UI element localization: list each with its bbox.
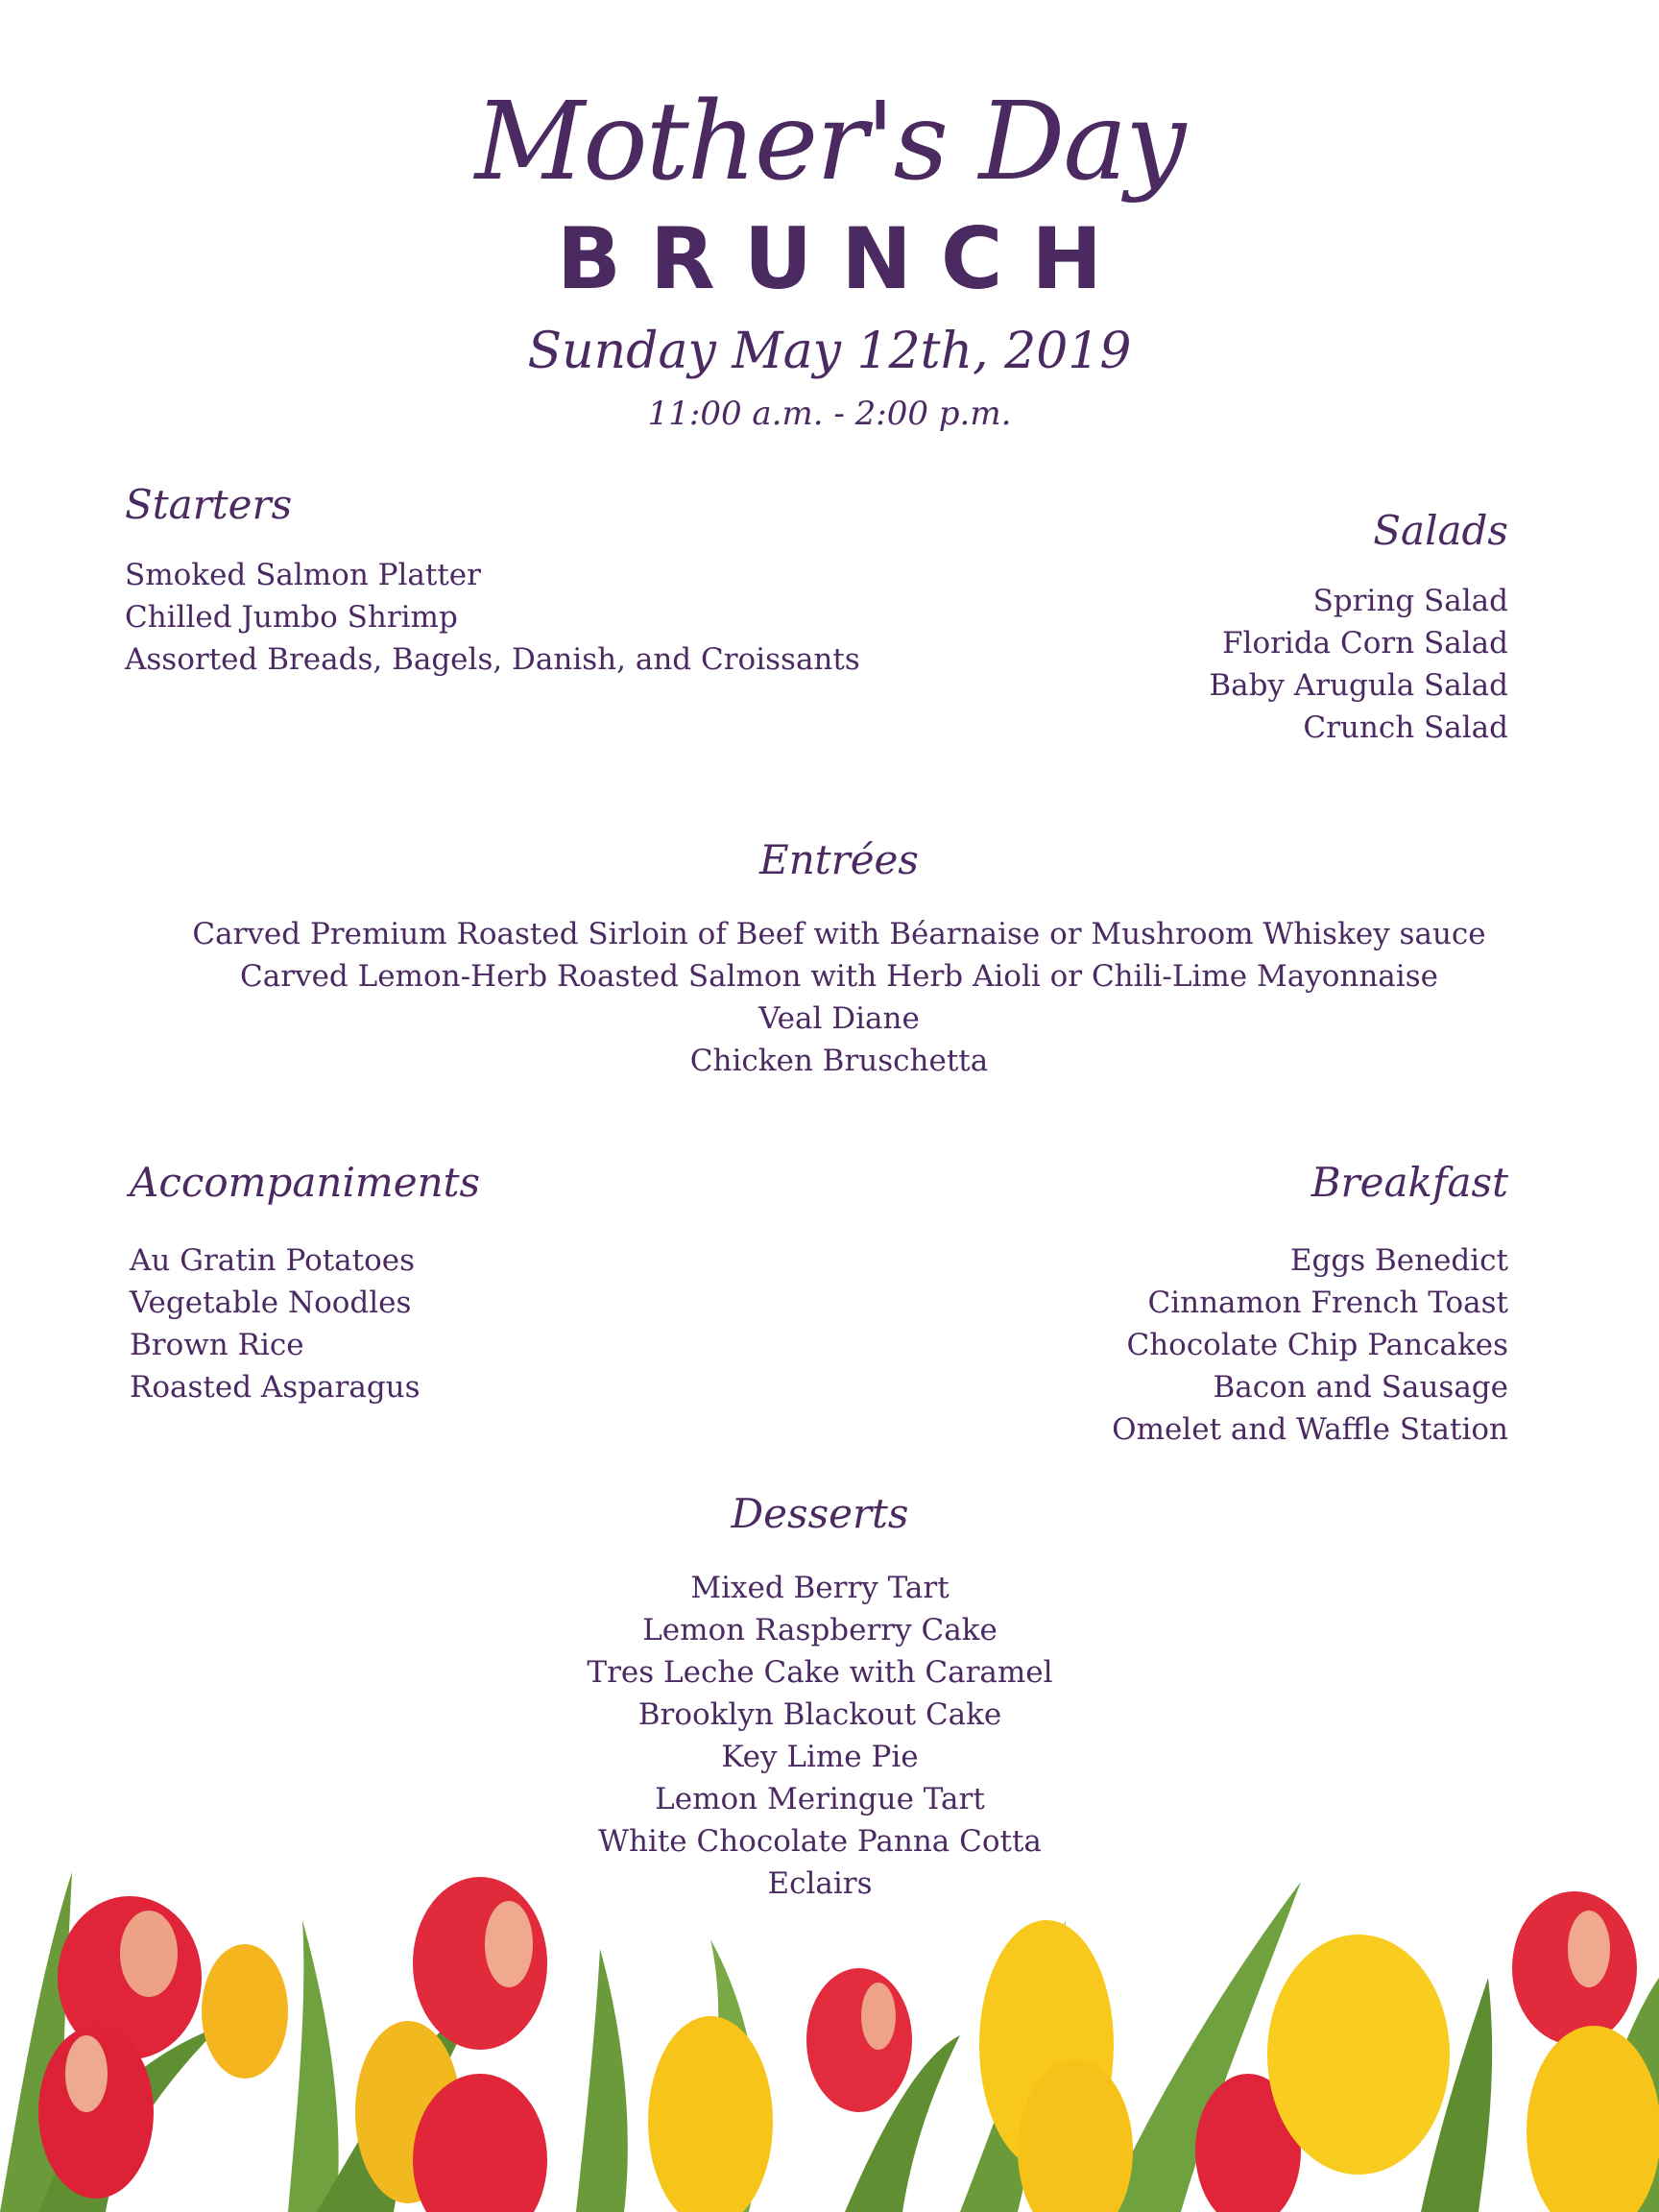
menu-item: Veal Diane: [758, 1001, 920, 1036]
section-breakfast: [1112, 1159, 1508, 1451]
menu-item: Mixed Berry Tart: [690, 1571, 950, 1605]
section-accompaniments: [130, 1159, 481, 1408]
menu-item: Carved Premium Roasted Sirloin of Beef with Béarnaise or Mushroom Whiskey sauce: [192, 917, 1486, 951]
section-starters: [125, 481, 860, 681]
section-entrees: [0, 836, 1659, 1082]
menu-item: Au Gratin Potatoes: [130, 1243, 416, 1278]
menu-item: Roasted Asparagus: [130, 1370, 421, 1405]
menu-item: Spring Salad: [1312, 584, 1508, 618]
menu-item: Bacon and Sausage: [1213, 1370, 1508, 1405]
menu-item: Tres Leche Cake with Caramel: [587, 1655, 1053, 1690]
menu-item: Chicken Bruschetta: [689, 1044, 989, 1078]
title-brunch: BRUNCH: [556, 209, 1132, 308]
section-heading-desserts: Desserts: [731, 1490, 909, 1537]
menu-item: Carved Lemon-Herb Roasted Salmon with Herb Aioli or Chili-Lime Mayonnaise: [240, 959, 1438, 994]
salads-list: [1209, 580, 1508, 749]
section-heading-starters: Starters: [125, 481, 293, 528]
section-heading-salads: Salads: [1373, 507, 1508, 554]
menu-item: White Chocolate Panna Cotta: [598, 1824, 1042, 1859]
menu-item: Baby Arugula Salad: [1209, 668, 1508, 703]
menu-item: Omelet and Waffle Station: [1112, 1412, 1508, 1447]
desserts-list: [0, 1567, 1640, 1905]
section-salads: [1209, 507, 1508, 749]
menu-item: Brooklyn Blackout Cake: [637, 1697, 1002, 1732]
menu-item: Brown Rice: [130, 1328, 304, 1362]
menu-item: Eclairs: [767, 1866, 873, 1901]
entrees-list: [0, 913, 1659, 1082]
menu-item: Crunch Salad: [1303, 710, 1508, 745]
menu-item: Chilled Jumbo Shrimp: [125, 600, 458, 635]
starters-list: [125, 554, 860, 681]
menu-item: Smoked Salmon Platter: [125, 558, 481, 592]
event-date: Sunday May 12th, 2019: [527, 323, 1132, 380]
event-time: 11:00 a.m. - 2:00 p.m.: [647, 395, 1012, 433]
menu-item: Key Lime Pie: [721, 1740, 919, 1774]
title-script: Mother's Day: [474, 80, 1185, 204]
breakfast-list: [1112, 1239, 1508, 1451]
menu-item: Vegetable Noodles: [130, 1286, 412, 1320]
menu-item: Chocolate Chip Pancakes: [1126, 1328, 1508, 1362]
menu-item: Assorted Breads, Bagels, Danish, and Croissants: [125, 642, 860, 677]
tulip-flowers: [38, 1877, 1659, 2212]
menu-item: Florida Corn Salad: [1222, 626, 1508, 661]
section-heading-entrees: Entrées: [759, 836, 919, 883]
section-heading-breakfast: Breakfast: [1310, 1159, 1508, 1206]
menu-item: Lemon Raspberry Cake: [642, 1613, 998, 1647]
menu-item: Eggs Benedict: [1289, 1243, 1508, 1278]
menu-item: Cinnamon French Toast: [1147, 1286, 1508, 1320]
tulip-border-image: [0, 1863, 1659, 2212]
accompaniments-list: [130, 1239, 480, 1408]
menu-item: Lemon Meringue Tart: [655, 1782, 985, 1816]
section-heading-accompaniments: Accompaniments: [130, 1159, 481, 1206]
section-desserts: [0, 1490, 1640, 1905]
